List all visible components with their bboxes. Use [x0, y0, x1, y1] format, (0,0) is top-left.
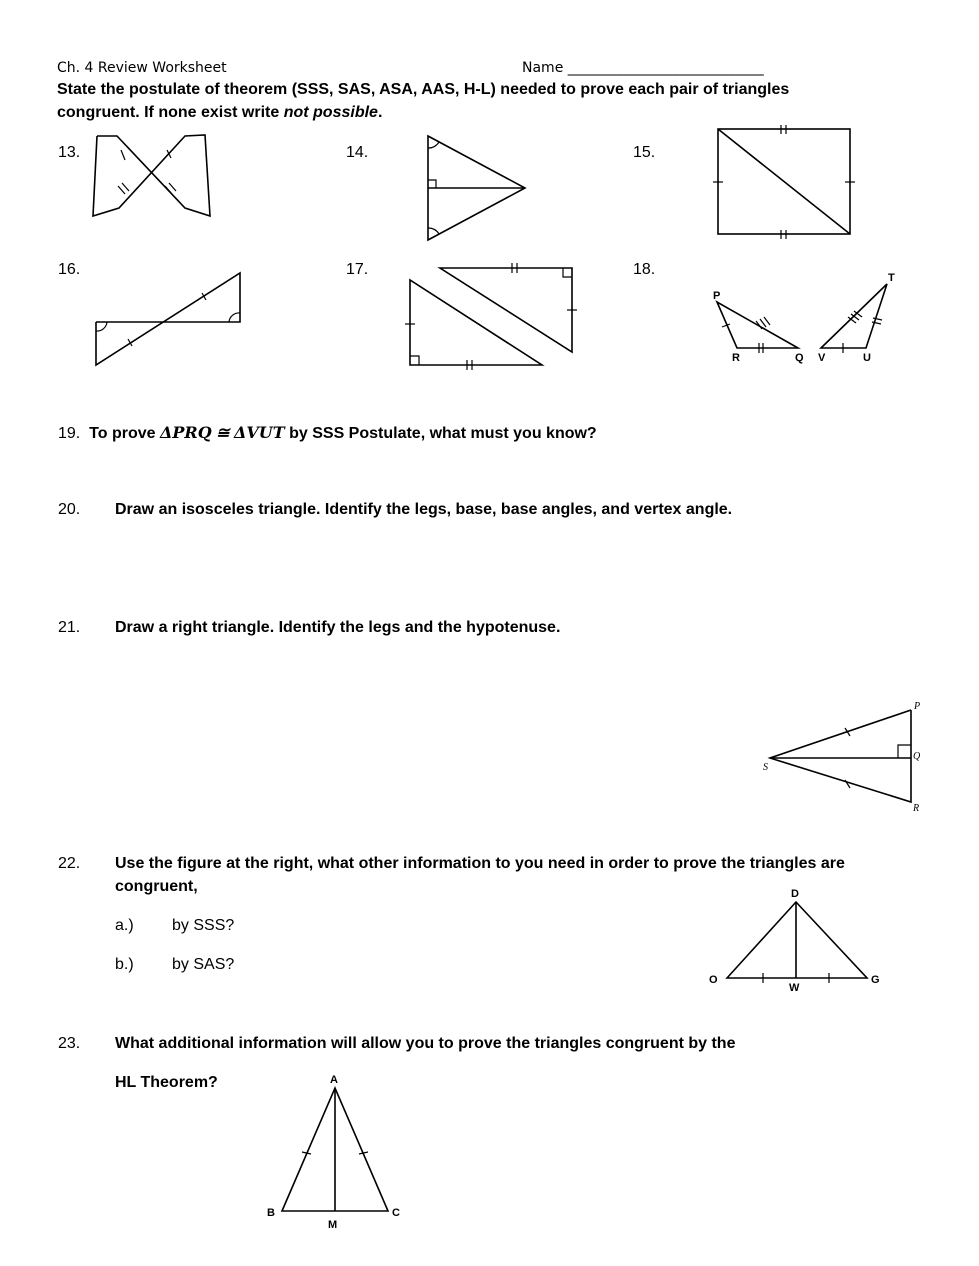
- label-G: G: [871, 974, 880, 986]
- problem-13-number: 13.: [58, 144, 81, 161]
- label-P: P: [713, 290, 721, 302]
- label-S: S: [763, 762, 768, 773]
- problem-19-number: 19.: [58, 425, 81, 442]
- problem-19-text-start: To prove: [89, 425, 160, 442]
- figure-22-triangle-DOG: [705, 882, 890, 994]
- label-B: B: [267, 1207, 275, 1219]
- problem-21-number: 21.: [58, 619, 81, 636]
- problem-21-text: Draw a right triangle. Identify the legs and the hypotenuse.: [115, 619, 561, 636]
- label-A: A: [330, 1074, 338, 1086]
- problem-22-line-2: congruent,: [115, 878, 198, 895]
- label-D: D: [791, 888, 799, 900]
- problem-22a-text: by SSS?: [172, 917, 235, 934]
- instructions-period: .: [377, 104, 383, 121]
- problem-14-number: 14.: [346, 144, 369, 161]
- label-O: O: [709, 974, 718, 986]
- label-T: T: [888, 272, 895, 284]
- problem-15-number: 15.: [633, 144, 656, 161]
- label-Q: Q: [795, 352, 804, 364]
- problem-19: [58, 423, 597, 443]
- label-R: R: [732, 352, 740, 364]
- problem-17-number: 17.: [346, 261, 369, 278]
- triangle-VUT: ΔVUT: [233, 423, 285, 442]
- worksheet-title: Ch. 4 Review Worksheet: [57, 60, 227, 76]
- figure-18-triangles-PRQ-VUT: [705, 268, 905, 368]
- label-V: V: [818, 352, 826, 364]
- label-R: R: [913, 803, 920, 814]
- problem-23-line-2: HL Theorem?: [115, 1074, 218, 1091]
- figure-14-triangles-shared-side: [420, 132, 535, 244]
- label-U: U: [863, 352, 871, 364]
- problem-18-number: 18.: [633, 261, 656, 278]
- problem-22a-label: a.): [115, 917, 134, 934]
- name-line: ____________________________: [567, 60, 764, 76]
- label-P: P: [914, 701, 921, 712]
- instructions-emphasis: not possible: [283, 104, 378, 121]
- problem-22-number: 22.: [58, 855, 81, 872]
- triangle-PRQ: ΔPRQ: [159, 423, 212, 442]
- name-label: Name: [522, 60, 564, 76]
- figure-triangles-PSQ-RSQ: [758, 698, 928, 816]
- problem-22-line-1: Use the figure at the right, what other information to you need in order to prove the triangles are: [115, 855, 845, 872]
- instructions-line-2: [57, 104, 382, 122]
- problem-20-text: Draw an isosceles triangle. Identify the legs, base, base angles, and vertex angle.: [115, 501, 733, 518]
- label-Q: Q: [913, 751, 921, 762]
- instructions-text: congruent. If none exist write: [57, 104, 284, 121]
- figure-16-vertical-triangles: [90, 268, 250, 370]
- problem-16-number: 16.: [58, 261, 81, 278]
- problem-19-text-end: by SSS Postulate, what must you know?: [284, 425, 597, 442]
- problem-22b-label: b.): [115, 956, 134, 973]
- figure-15-rectangle-diagonal: [712, 124, 857, 242]
- problem-23-line-1: What additional information will allow you to prove the triangles congruent by the: [115, 1035, 736, 1052]
- label-W: W: [789, 982, 800, 994]
- label-M: M: [328, 1219, 338, 1231]
- instructions-line-1: State the postulate of theorem (SSS, SAS, ASA, AAS, H-L) needed to prove each pair of triangles: [57, 81, 790, 98]
- label-C: C: [392, 1207, 400, 1219]
- congruent-symbol: ≅: [216, 423, 230, 442]
- problem-20-number: 20.: [58, 501, 81, 518]
- figure-17-right-triangles: [402, 262, 580, 374]
- problem-23-number: 23.: [58, 1035, 81, 1052]
- name-field[interactable]: [522, 60, 764, 76]
- figure-23-triangle-ABC: [262, 1070, 412, 1238]
- problem-22b-text: by SAS?: [172, 956, 235, 973]
- figure-13-bowtie-triangles: [85, 128, 215, 223]
